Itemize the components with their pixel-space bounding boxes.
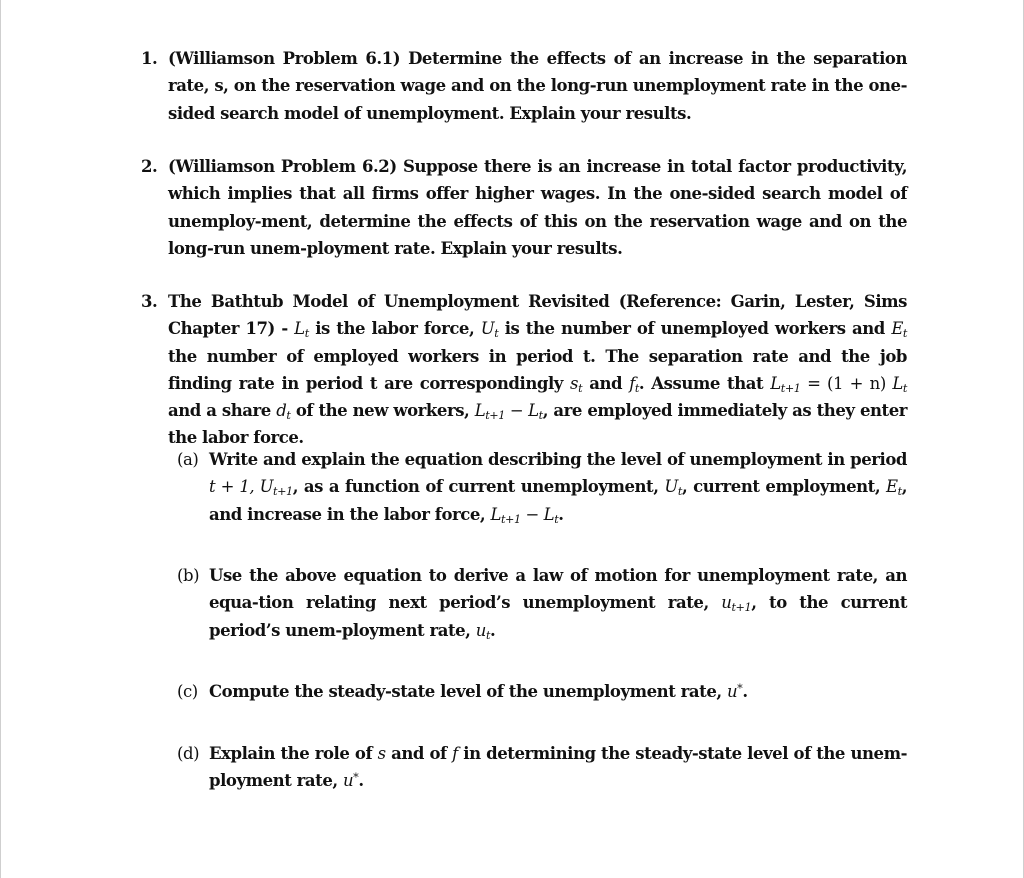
subpart-label: (c) [177,682,198,701]
subpart-label: (a) [177,450,199,469]
subpart-a [177,446,907,528]
problem-text: (Williamson Problem 6.2) Suppose there is an increase in total factor productivity, which implies that all firms offer higher wages. In the one-sided search model of unemploy-ment, determine the effects of this on the reservation wage and on the long-run unem-ployment rate. Explain your results. [168,157,907,258]
subpart-c [177,678,907,705]
subpart-text: Use the above equation to derive a law of motion for unemployment rate, an equa-tion relating next period’s unemployment rate, $u_{t+1}$, to the current period’s unem-ployment rate, $u_t$. [209,566,907,642]
problem-text: (Williamson Problem 6.1) Determine the effects of an increase in the separation rate, s, on the reservation wage and on the long-run unemployment rate in the one-sided search model of unemployment. Explain your results. [168,49,907,123]
problem-1 [141,45,907,127]
problem-3 [141,288,907,452]
problem-number: 2. [141,157,158,176]
subpart-text: Explain the role of s and of f in determining the steady-state level of the unem-ployment rate, u*. [209,744,908,791]
problem-number: 3. [141,292,158,311]
subpart-d [177,740,907,795]
subpart-text: Compute the steady-state level of the unemployment rate, u*. [209,681,748,701]
subpart-label: (b) [177,566,200,585]
subpart-label: (d) [177,744,200,763]
subpart-text: Write and explain the equation describing the level of unemployment in period t + 1, $U_{t+1}$, as a function of current unemployment, $U_t$, current employment, $E_t$, and increase in the labor force, $L_{t+1} - L_t$. [209,450,907,526]
problem-2 [141,153,907,262]
problem-number: 1. [141,49,158,68]
problem-text: The Bathtub Model of Unemployment Revisited (Reference: Garin, Lester, Sims Chapter $17) - L_t$ is the labor force, $U_t$ is the number of unemployed workers and $E_t$ the number of employed workers in period t. The separation rate and the job finding rate in period t are correspondingly $s_t$ and $f_t$. Assume that $L_{t+1} = (1 + n)$ $L_t$ and a share $d_t$ of the new workers, $L_{t+1} - L_t$, are employed immediately as they enter the labor force. [168,292,907,448]
subpart-b [177,562,907,644]
